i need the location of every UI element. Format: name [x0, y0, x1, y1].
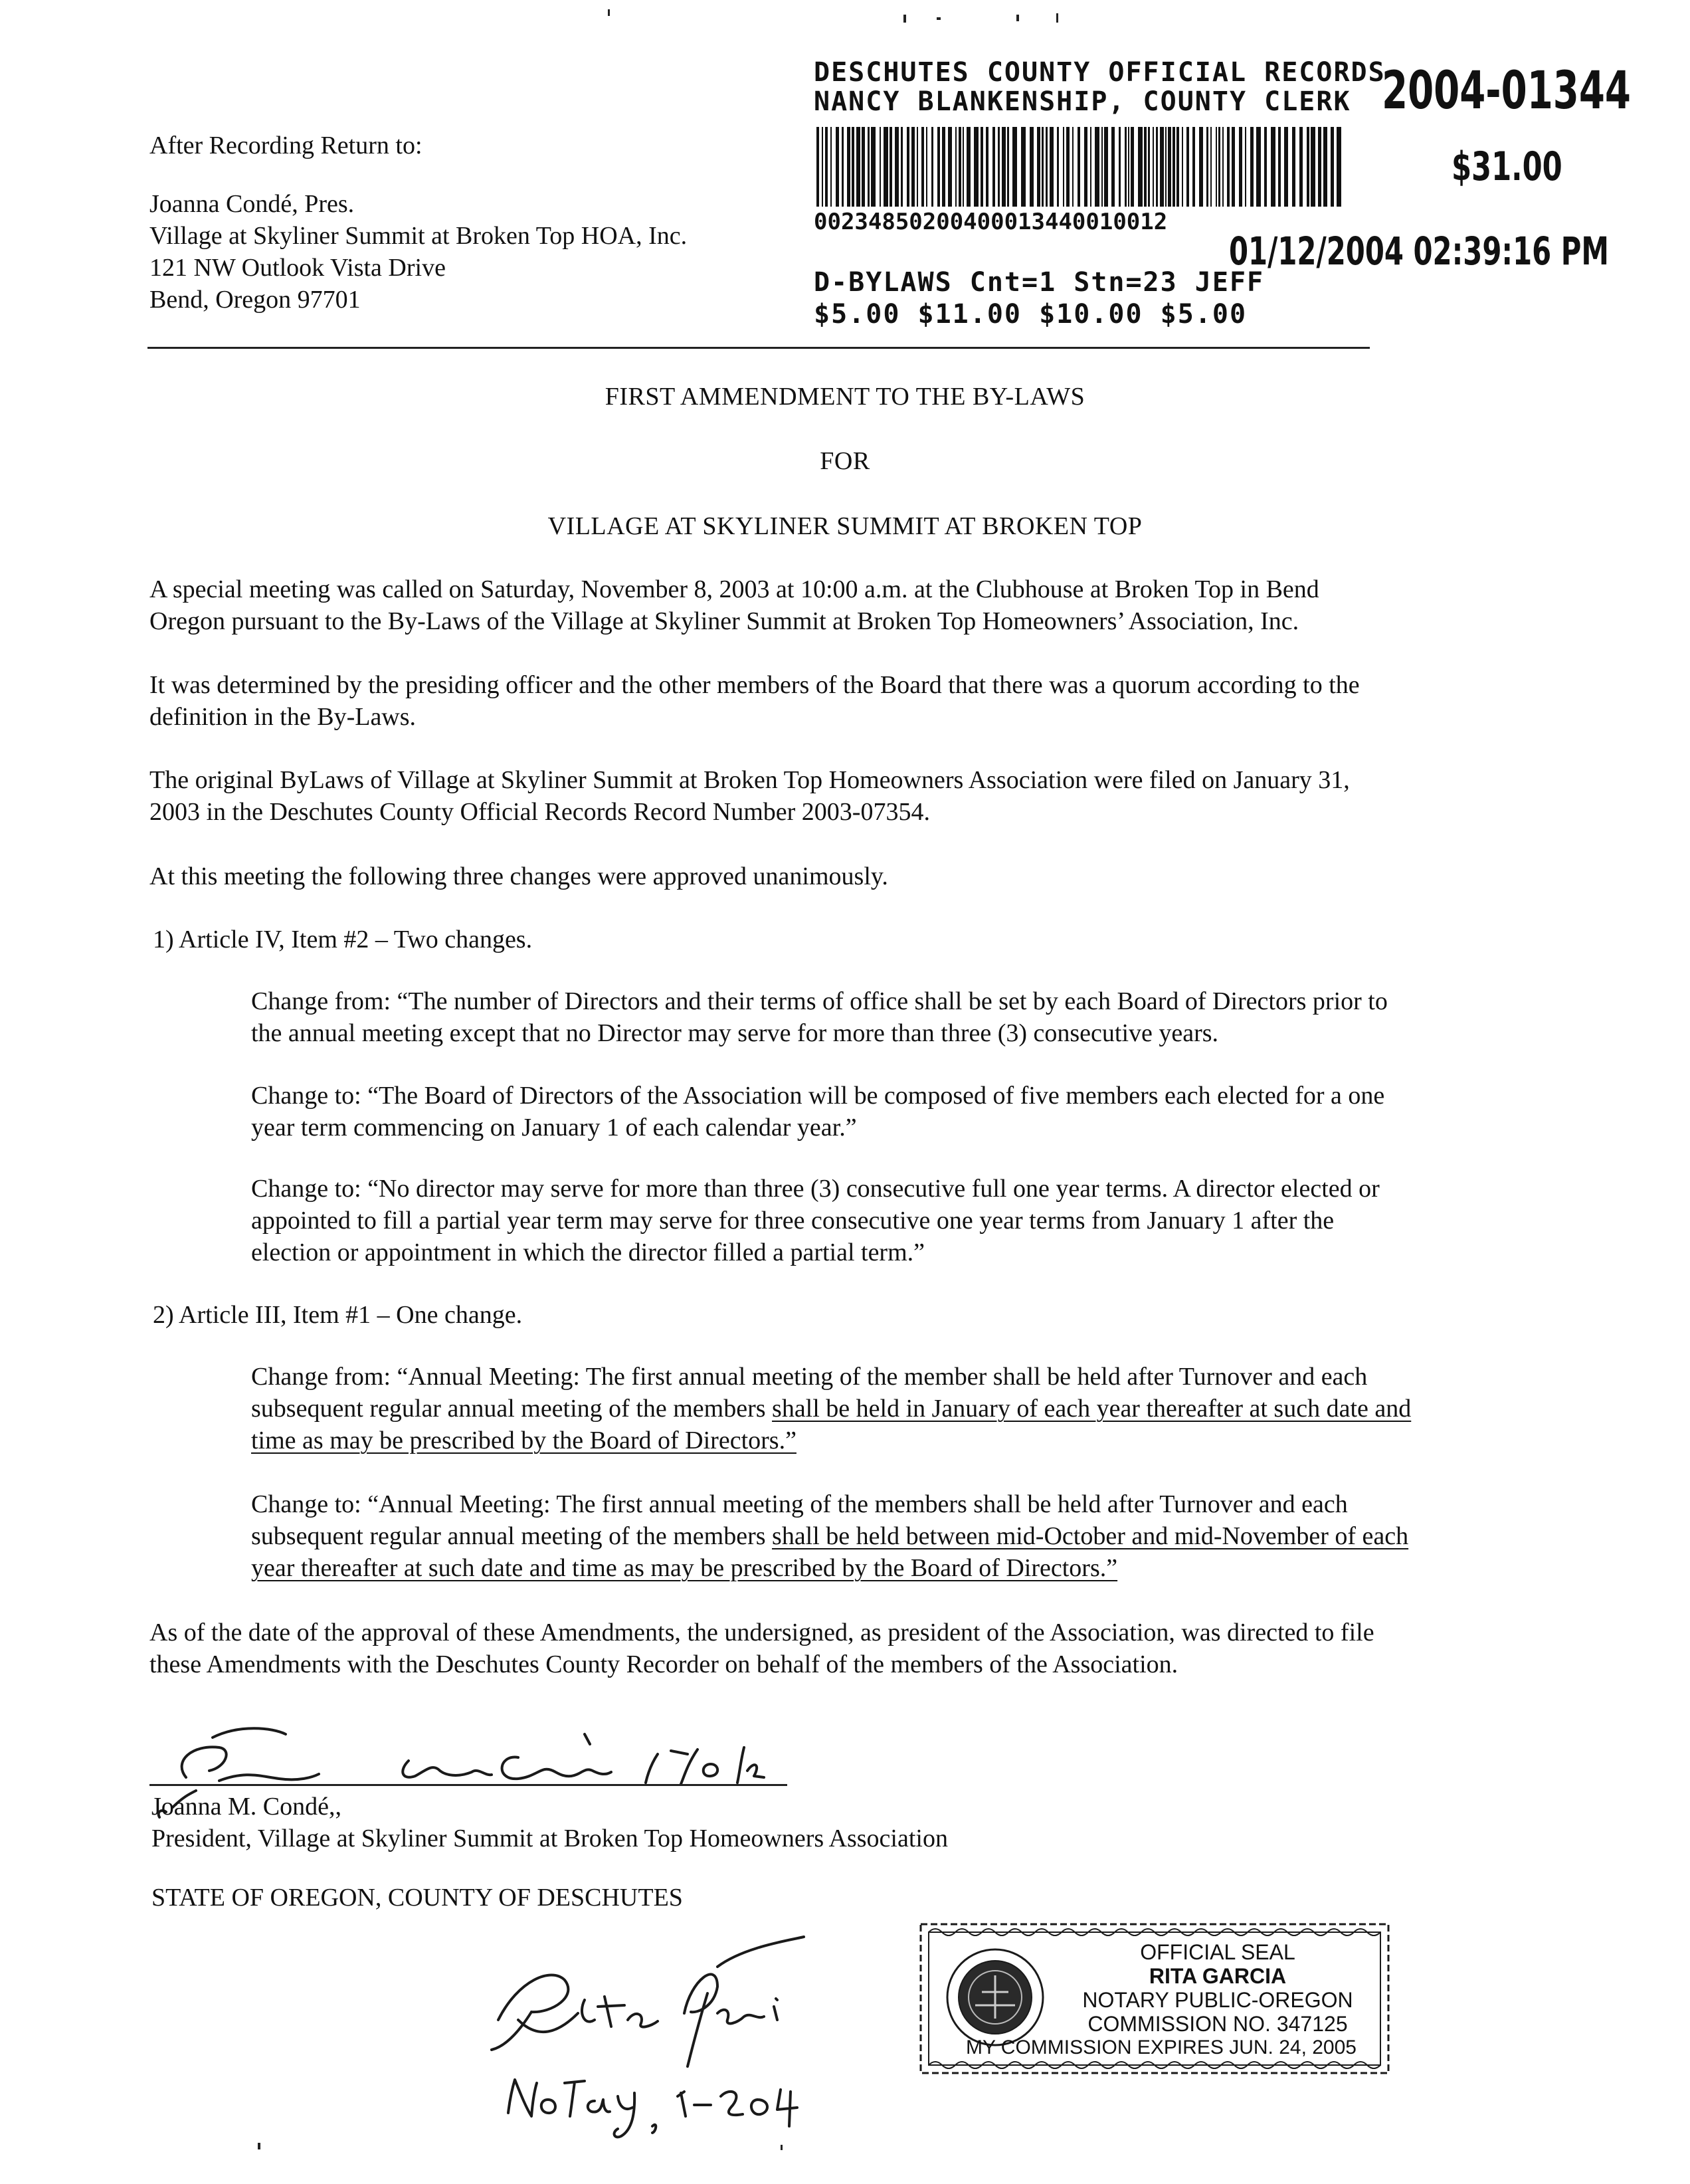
underlined-text: year thereafter at such date and time as may be prescribed by the Board of Directors.”: [251, 1554, 1118, 1582]
paragraph-line: [251, 1520, 1408, 1552]
notary-signature-image: [478, 1934, 903, 2153]
barcode-bar: [1042, 127, 1044, 207]
return-address-line: Village at Skyliner Summit at Broken Top HOA, Inc.: [149, 222, 688, 250]
paragraph-line: [251, 1393, 1411, 1425]
return-address-block: [149, 130, 781, 316]
item-2-change-from: [251, 1361, 1411, 1456]
barcode-bar: [1218, 127, 1220, 207]
barcode-bar: [1021, 127, 1026, 207]
barcode-bar: [1104, 127, 1108, 207]
barcode-bar: [1144, 127, 1147, 207]
barcode-bar: [1206, 127, 1208, 207]
barcode-bar: [1153, 127, 1154, 207]
barcode-bar: [1331, 127, 1334, 207]
barcode-bar: [1337, 127, 1341, 207]
paragraph-line: year term commencing on January 1 of each calendar year.”: [251, 1114, 857, 1142]
barcode-bar: [926, 127, 927, 207]
state-county-line: STATE OF OREGON, COUNTY OF DESCHUTES: [151, 1884, 683, 1912]
barcode-bar: [1138, 127, 1143, 207]
stamp-office-line-2: NANCY BLANKENSHIP, COUNTY CLERK: [814, 86, 1351, 117]
barcode-bar: [963, 127, 964, 207]
barcode-bar: [1292, 127, 1295, 207]
barcode-bar: [1222, 127, 1224, 207]
underlined-text: shall be held between mid-October and mid-November of each: [772, 1522, 1409, 1550]
barcode-bar: [1037, 127, 1040, 207]
barcode-bar: [986, 127, 988, 207]
barcode-bar: [1284, 127, 1288, 207]
barcode-bar: [907, 127, 909, 207]
barcode-bar: [822, 127, 823, 207]
stamp-office-line-1: DESCHUTES COUNTY OFFICIAL RECORDS: [814, 57, 1386, 88]
barcode-image: [814, 127, 1345, 207]
signer-title: President, Village at Skyliner Summit at Broken Top Homeowners Association: [151, 1825, 948, 1852]
paragraph-line: Oregon pursuant to the By-Laws of the Village at Skyliner Summit at Broken Top Homeowners’ Association, Inc.: [149, 607, 1299, 635]
barcode-bar: [981, 127, 983, 207]
barcode-bar: [1323, 127, 1327, 207]
paragraph-line: [251, 1552, 1408, 1584]
barcode-bar: [825, 127, 828, 207]
seal-line-commission-number: COMMISSION NO. 347125: [1087, 2012, 1348, 2036]
scan-speck: [781, 2145, 783, 2150]
barcode-bar: [884, 127, 888, 207]
barcode-bar: [1156, 127, 1158, 207]
paragraph-line: A special meeting was called on Saturday, November 8, 2003 at 10:00 a.m. at the Clubhouse at Broken Top in Bend: [149, 575, 1319, 603]
item-1-change-to-composition: [251, 1080, 1384, 1143]
barcode-bar: [1090, 127, 1091, 207]
document-title-for: FOR: [820, 447, 870, 475]
barcode-bar: [1182, 127, 1183, 207]
scan-speck: [937, 17, 941, 20]
barcode-bar: [917, 127, 918, 207]
barcode-bar: [942, 127, 945, 207]
return-address-line: Bend, Oregon 97701: [149, 286, 361, 314]
paragraph-line: Change to: “The Board of Directors of the Association will be composed of five members each elected for a one: [251, 1082, 1385, 1110]
barcode-bar: [862, 127, 865, 207]
seal-line-notary-name: RITA GARCIA: [1149, 1964, 1287, 1988]
barcode-bar: [931, 127, 933, 207]
barcode-bar: [1311, 127, 1315, 207]
barcode-bar: [1278, 127, 1281, 207]
paragraph-line: Change from: “The number of Directors and their terms of office shall be set by each Board of Directors prior to: [251, 987, 1388, 1015]
item-heading-text: 2) Article III, Item #1 – One change.: [153, 1301, 523, 1329]
item-1-change-to-term-limits: [251, 1173, 1380, 1268]
scan-speck: [903, 15, 906, 23]
barcode-bar: [1256, 127, 1261, 207]
paragraph-line: these Amendments with the Deschutes County Recorder on behalf of the members of the Association.: [149, 1650, 1178, 1678]
paragraph-line: It was determined by the presiding officer and the other members of the Board that there was a quorum according to the: [149, 671, 1360, 699]
barcode-bar: [1239, 127, 1242, 207]
barcode-bar: [1245, 127, 1246, 207]
return-address-line: Joanna Condé, Pres.: [149, 190, 355, 218]
barcode-bar: [1173, 127, 1175, 207]
document-title: FIRST AMMENDMENT TO THE BY-LAWS: [605, 383, 1085, 411]
barcode-bar: [1007, 127, 1009, 207]
barcode-bar: [911, 127, 915, 207]
barcode-bar: [1012, 127, 1017, 207]
barcode-bar: [1046, 127, 1048, 207]
item-1-heading: [153, 924, 532, 955]
barcode-bar: [1119, 127, 1121, 207]
document-subject: VILLAGE AT SKYLINER SUMMIT AT BROKEN TOP: [547, 512, 1143, 540]
scan-speck: [608, 9, 610, 16]
barcode-bar: [998, 127, 1000, 207]
paragraph-line: 2003 in the Deschutes County Official Records Record Number 2003-07354.: [149, 798, 930, 826]
seal-line-notary-public: NOTARY PUBLIC-OREGON: [1082, 1988, 1353, 2012]
barcode-bar: [847, 127, 850, 207]
stamp-record-number: 2004-01344: [1382, 61, 1631, 121]
barcode-bar: [1192, 127, 1195, 207]
barcode-bar: [1072, 127, 1074, 207]
barcode-bar: [1125, 127, 1127, 207]
scan-speck: [1016, 15, 1019, 21]
barcode-bar: [852, 127, 854, 207]
barcode-bar: [868, 127, 870, 207]
barcode-bar: [1264, 127, 1267, 207]
plain-text: subsequent regular annual meeting of the members: [251, 1395, 773, 1423]
paragraph-original-bylaws: [149, 764, 1350, 828]
barcode-bar: [1078, 127, 1080, 207]
plain-text: subsequent regular annual meeting of the members: [251, 1522, 773, 1550]
underlined-text: shall be held in January of each year thereafter at such date and: [772, 1395, 1412, 1423]
seal-line-official-seal: OFFICIAL SEAL: [1140, 1940, 1295, 1964]
barcode-bar: [1050, 127, 1054, 207]
item-2-change-to: [251, 1488, 1408, 1584]
barcode-bar: [1232, 127, 1235, 207]
paragraph-quorum: [149, 669, 1360, 733]
signer-name: Joanna M. Condé,,: [151, 1793, 342, 1821]
barcode-bar: [1165, 127, 1167, 207]
seal-line-commission-expires: MY COMMISSION EXPIRES JUN. 24, 2005: [966, 2036, 1357, 2058]
barcode-bar: [1030, 127, 1034, 207]
barcode-bar: [1227, 127, 1230, 207]
barcode-bar: [856, 127, 860, 207]
barcode-bar: [1084, 127, 1087, 207]
barcode-bar: [1199, 127, 1203, 207]
paragraph-line: Change to: “Annual Meeting: The first annual meeting of the members shall be held after Turnover and each: [251, 1490, 1348, 1518]
barcode-bar: [967, 127, 971, 207]
barcode-bar: [1210, 127, 1212, 207]
barcode-bar: [1216, 127, 1217, 207]
paragraph-line: [251, 1425, 1411, 1456]
barcode-bar: [1066, 127, 1070, 207]
signer-block: [151, 1791, 948, 1854]
barcode-bar: [1318, 127, 1321, 207]
paragraph-line: As of the date of the approval of these Amendments, the undersigned, as president of the Association, was directed to file: [149, 1619, 1374, 1646]
barcode-bar: [816, 127, 819, 207]
item-heading-text: 1) Article IV, Item #2 – Two changes.: [153, 926, 533, 953]
barcode-bar: [1186, 127, 1189, 207]
barcode-bar: [1160, 127, 1164, 207]
scan-speck: [1056, 13, 1058, 23]
barcode-bar: [836, 127, 839, 207]
paragraph-meeting-called: [149, 573, 1319, 637]
barcode-bar: [842, 127, 844, 207]
recording-stamp: [814, 57, 1631, 343]
paragraph-line: appointed to fill a partial year term may serve for three consecutive one year terms from January 1 after the: [251, 1207, 1335, 1235]
return-address-label: After Recording Return to:: [149, 132, 423, 159]
barcode-bar: [1299, 127, 1303, 207]
barcode-bar: [1095, 127, 1099, 207]
stamp-barcode-digits: 00234850200400013440010012: [814, 209, 1168, 235]
barcode-bar: [921, 127, 924, 207]
barcode-bar: [1176, 127, 1179, 207]
paragraph-line: the annual meeting except that no Director may serve for more than three (3) consecutive years.: [251, 1019, 1219, 1047]
return-address-line: 121 NW Outlook Vista Drive: [149, 254, 446, 282]
barcode-bar: [992, 127, 995, 207]
barcode-bar: [890, 127, 892, 207]
barcode-bar: [895, 127, 899, 207]
stamp-timestamp: 01/12/2004 02:39:16 PM: [1229, 229, 1609, 274]
paragraph-line: At this meeting the following three changes were approved unanimously.: [149, 862, 888, 890]
paragraph-line: The original ByLaws of Village at Skyliner Summit at Broken Top Homeowners Association were filed on January 31,: [149, 766, 1350, 794]
barcode-bar: [937, 127, 940, 207]
header-divider: [147, 347, 1370, 349]
paragraph-line: definition in the By-Laws.: [149, 703, 417, 731]
barcode-bar: [1057, 127, 1059, 207]
barcode-bar: [974, 127, 979, 207]
barcode-bar: [1271, 127, 1275, 207]
underlined-text: time as may be prescribed by the Board of Directors.”: [251, 1427, 797, 1454]
scan-speck: [258, 2143, 260, 2149]
barcode-bar: [871, 127, 876, 207]
notary-seal: [915, 1919, 1394, 2078]
barcode-bar: [901, 127, 903, 207]
item-1-change-from: [251, 985, 1388, 1049]
barcode-bar: [1168, 127, 1171, 207]
barcode-bar: [1307, 127, 1309, 207]
barcode-bar: [1128, 127, 1129, 207]
paragraph-line: Change to: “No director may serve for more than three (3) consecutive full one year terms. A director elected or: [251, 1175, 1380, 1203]
stamp-fee-total: $31.00: [1452, 144, 1562, 190]
barcode-bar: [1131, 127, 1134, 207]
stamp-fees-breakdown: $5.00 $11.00 $10.00 $5.00: [814, 299, 1248, 330]
paragraph-changes-approved: [149, 860, 888, 892]
barcode-bar: [959, 127, 961, 207]
paragraph-line: election or appointment in which the director filled a partial term.”: [251, 1239, 925, 1266]
barcode-bar: [955, 127, 957, 207]
barcode-bar: [1002, 127, 1006, 207]
item-2-heading: [153, 1299, 522, 1331]
barcode-bar: [880, 127, 881, 207]
barcode-bar: [1250, 127, 1254, 207]
barcode-bar: [1063, 127, 1064, 207]
oregon-state-emblem-icon: [947, 1949, 1043, 2045]
stamp-document-code: D-BYLAWS Cnt=1 Stn=23 JEFF: [814, 267, 1265, 298]
barcode-bar: [830, 127, 832, 207]
barcode-bar: [1148, 127, 1150, 207]
barcode-bar: [1111, 127, 1115, 207]
signature-line: [149, 1784, 787, 1786]
barcode-bar: [1101, 127, 1103, 207]
paragraph-directed-to-file: [149, 1617, 1374, 1680]
paragraph-line: Change from: “Annual Meeting: The first annual meeting of the member shall be held after Turnover and each: [251, 1363, 1368, 1391]
notary-venue: [151, 1882, 683, 1914]
barcode-bar: [948, 127, 952, 207]
